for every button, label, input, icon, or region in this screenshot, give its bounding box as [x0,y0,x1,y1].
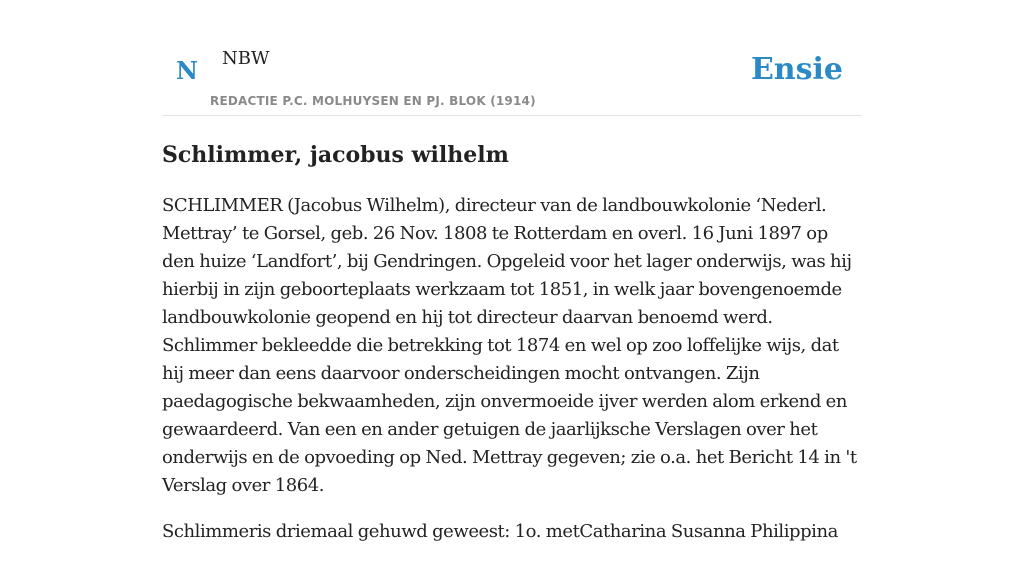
source-name[interactable]: NBW [222,48,270,69]
article-body [162,192,862,564]
paragraph: SCHLIMMER (Jacobus Wilhelm), directeur van de landbouwkolonie ‘Nederl. Mettray’ te Gorsel, geb. 26 Nov. 1808 te Rotterdam en overl. 16 Juni 1897 op den huize ‘Landfort’, bij Gendringen. Opgeleid voor het lager onderwijs, was hij hierbij in zijn geboorteplaats werkzaam tot 1851, in welk jaar bovengenoemde landbouwkolonie geopend en hij tot directeur daarvan benoemd werd. Schlimmer bekleedde die betrekking tot 1874 en wel op zoo loffelijke wijs, dat hij meer dan eens daarvoor onderscheidingen mocht ontvangen. Zijn paedagogische bekwaamheden, zijn onvermoeide ijver werden alom erkend en gewaardeerd. Van een en ander getuigen de jaarlijksche Verslagen over het onderwijs en de opvoeding op Ned. Mettray gegeven; zie o.a. het Bericht 14 in 't Verslag over 1864. [162,195,857,496]
page-title: Schlimmer, jacobus wilhelm [162,142,509,168]
brand-logo[interactable]: Ensie [750,52,843,87]
source-logo[interactable]: N [176,56,198,85]
source-subtitle: REDACTIE P.C. MOLHUYSEN EN PJ. BLOK (1914) [210,94,536,108]
header [162,0,862,116]
article-page [162,0,862,542]
paragraph: Schlimmeris driemaal gehuwd geweest: 1o. metCatharina Susanna Philippina [162,521,838,542]
